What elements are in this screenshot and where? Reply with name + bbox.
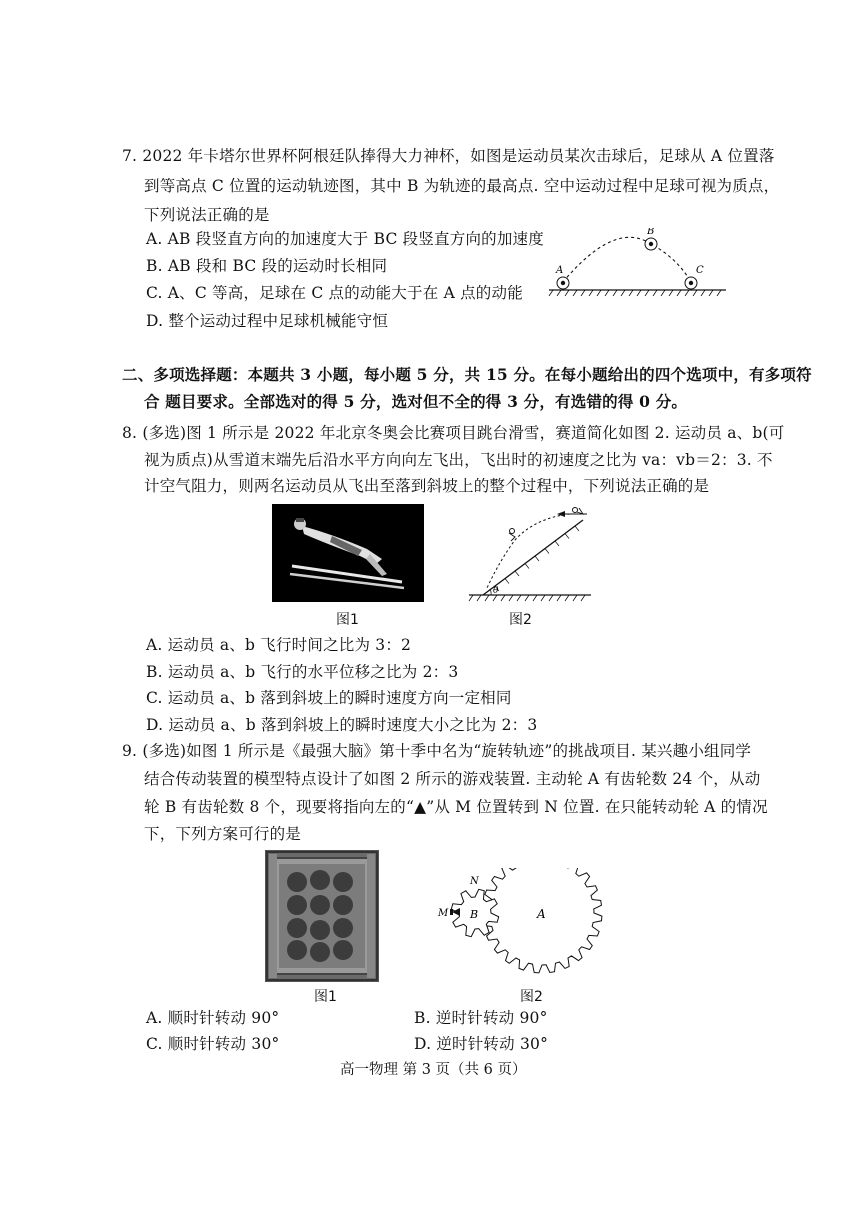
- q8-option-b: B. 运动员 a、b 飞行的水平位移之比为 2：3: [146, 663, 459, 681]
- theta-label: θ: [493, 586, 499, 596]
- page-footer: 高一物理 第 3 页（共 6 页）: [340, 1062, 527, 1078]
- label-b: B: [647, 228, 655, 237]
- q9-option-c: C. 顺时针转动 30°: [146, 1035, 280, 1053]
- q7-option-c: C. A、C 等高，足球在 C 点的动能大于在 A 点的动能: [146, 284, 523, 302]
- q7-line3: 下列说法正确的是: [144, 206, 270, 224]
- q8-line3: 计空气阻力，则两名运动员从飞出至落到斜坡上的整个过程中，下列说法正确的是: [144, 477, 710, 495]
- q7-option-a: A. AB 段竖直方向的加速度大于 BC 段竖直方向的加速度: [146, 230, 544, 248]
- q8-line2: 视为质点)从雪道末端先后沿水平方向向左飞出，飞出时的初速度之比为 va：vb＝2：3. 不: [144, 451, 773, 469]
- q9-option-b: B. 逆时针转动 90°: [414, 1009, 548, 1027]
- q9-figure2-gear-diagram: [430, 868, 610, 984]
- label-b-gear: B: [470, 908, 479, 921]
- q8-option-d: D. 运动员 a、b 落到斜坡上的瞬时速度大小之比为 2：3: [146, 716, 538, 734]
- section2-heading-line1: 二、多项选择题：本题共 3 小题，每小题 5 分，共 15 分。在每小题给出的四个选项中，有多项符: [122, 365, 812, 384]
- label-a-gear: A: [537, 907, 546, 921]
- q9-figure1-caption: 图1: [314, 989, 337, 1005]
- q8-figure2-slope-diagram: [465, 500, 595, 606]
- q9-line1: 9. (多选)如图 1 所示是《最强大脑》第十季中名为“旋转轨迹”的挑战项目. 某兴趣小组同学: [122, 742, 752, 760]
- q9-line2: 结合传动装置的模型特点设计了如图 2 所示的游戏装置. 主动轮 A 有齿轮数 24 个，从动: [144, 770, 761, 788]
- q9-figure1-photo: [265, 850, 379, 982]
- q9-option-d: D. 逆时针转动 30°: [414, 1035, 549, 1053]
- q8-option-c: C. 运动员 a、b 落到斜坡上的瞬时速度方向一定相同: [146, 689, 512, 707]
- q9-line4: 下，下列方案可行的是: [144, 825, 302, 843]
- label-n: N: [470, 876, 479, 887]
- q7-trajectory-figure: [545, 228, 730, 298]
- q7-option-b: B. AB 段和 BC 段的运动时长相同: [146, 257, 388, 275]
- q8-figure1-photo: [272, 504, 424, 602]
- q8-figure2-caption: 图2: [509, 612, 532, 628]
- section2-heading-line2: 合 题目要求。全部选对的得 5 分，选对但不全的得 3 分，有选错的得 0 分。: [144, 392, 688, 411]
- q8-figure1-caption: 图1: [336, 612, 359, 628]
- q8-line1: 8. (多选)图 1 所示是 2022 年北京冬奥会比赛项目跳台滑雪，赛道简化如图 2. 运动员 a、b(可: [122, 424, 785, 442]
- q7-option-d: D. 整个运动过程中足球机械能守恒: [146, 312, 389, 330]
- q9-figure2-caption: 图2: [520, 989, 543, 1005]
- label-c: C: [696, 265, 704, 276]
- q7-line2: 到等高点 C 位置的运动轨迹图，其中 B 为轨迹的最高点. 空中运动过程中足球可视为质点，: [144, 177, 780, 195]
- label-a: A: [556, 265, 564, 276]
- q7-line1: 7. 2022 年卡塔尔世界杯阿根廷队捧得大力神杯，如图是运动员某次击球后，足球从 A 位置落: [122, 147, 775, 165]
- q8-option-a: A. 运动员 a、b 飞行时间之比为 3：2: [146, 636, 412, 654]
- q9-option-a: A. 顺时针转动 90°: [146, 1009, 280, 1027]
- q9-line3: 轮 B 有齿轮数 8 个，现要将指向左的“▲”从 M 位置转到 N 位置. 在只能转动轮 A 的情况: [144, 798, 768, 816]
- label-m: M: [438, 908, 449, 919]
